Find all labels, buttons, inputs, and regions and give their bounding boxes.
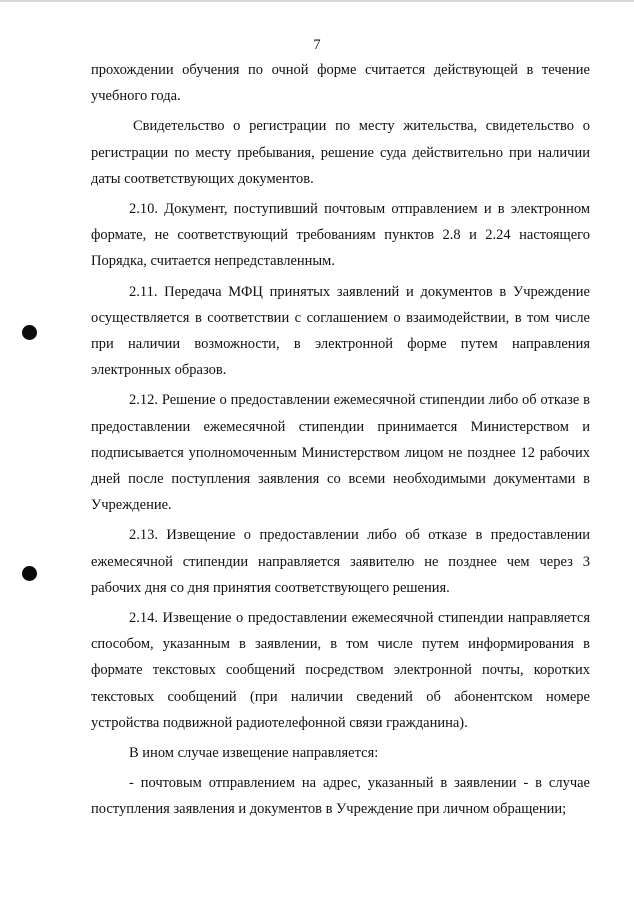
page-top-edge xyxy=(0,0,634,2)
paragraph-2-14: 2.14. Извещение о предоставлении ежемесячной стипендии направляется способом, указанным в заявлении, в том числе путем информирования в формате текстовых сообщений посредством электронной почты, коротких текстовых сообщений (при наличии сведений об абонентском номере устройства подвижной радиотелефонной связи гражданина). xyxy=(91,610,590,731)
paragraph-postal: - почтовым отправлением на адрес, указанный в заявлении - в случае поступления заявления и документов в Учреждение при личном обращении; xyxy=(91,775,590,818)
page-number: 7 xyxy=(313,37,321,53)
document-body xyxy=(91,57,590,823)
paragraph-2-11: 2.11. Передача МФЦ принятых заявлений и документов в Учреждение осуществляется в соответствии с соглашением о взаимодействии, в том числе при наличии возможности, в электронной форме путем направления электронных образов. xyxy=(91,283,590,379)
paragraph-2-13: 2.13. Извещение о предоставлении либо об отказе в предоставлении ежемесячной стипендии направляется заявителю не позднее чем через 3 рабочих дня со дня принятия соответствующего решения. xyxy=(91,527,590,596)
paragraph-registration: Свидетельство о регистрации по месту жительства, свидетельство о регистрации по месту пребывания, решение суда действительно при наличии даты соответствующих документов. xyxy=(91,118,590,187)
paragraph-2-12: 2.12. Решение о предоставлении ежемесячной стипендии либо об отказе в предоставлении ежемесячной стипендии принимается Министерством и подписывается уполномоченным Министерством лицом не позднее 12 рабочих дней после поступления заявления со всеми необходимыми документами в Учреждение. xyxy=(91,392,590,514)
punch-hole xyxy=(22,325,37,340)
paragraph-2-10: 2.10. Документ, поступивший почтовым отправлением и в электронном формате, не соответствующий требованиям пунктов 2.8 и 2.24 настоящего Порядка, считается непредставленным. xyxy=(91,201,590,270)
paragraph-continuation: прохождении обучения по очной форме считается действующей в течение учебного года. xyxy=(91,62,590,105)
punch-hole xyxy=(22,566,37,581)
paragraph-otherwise: В ином случае извещение направляется: xyxy=(129,745,379,762)
